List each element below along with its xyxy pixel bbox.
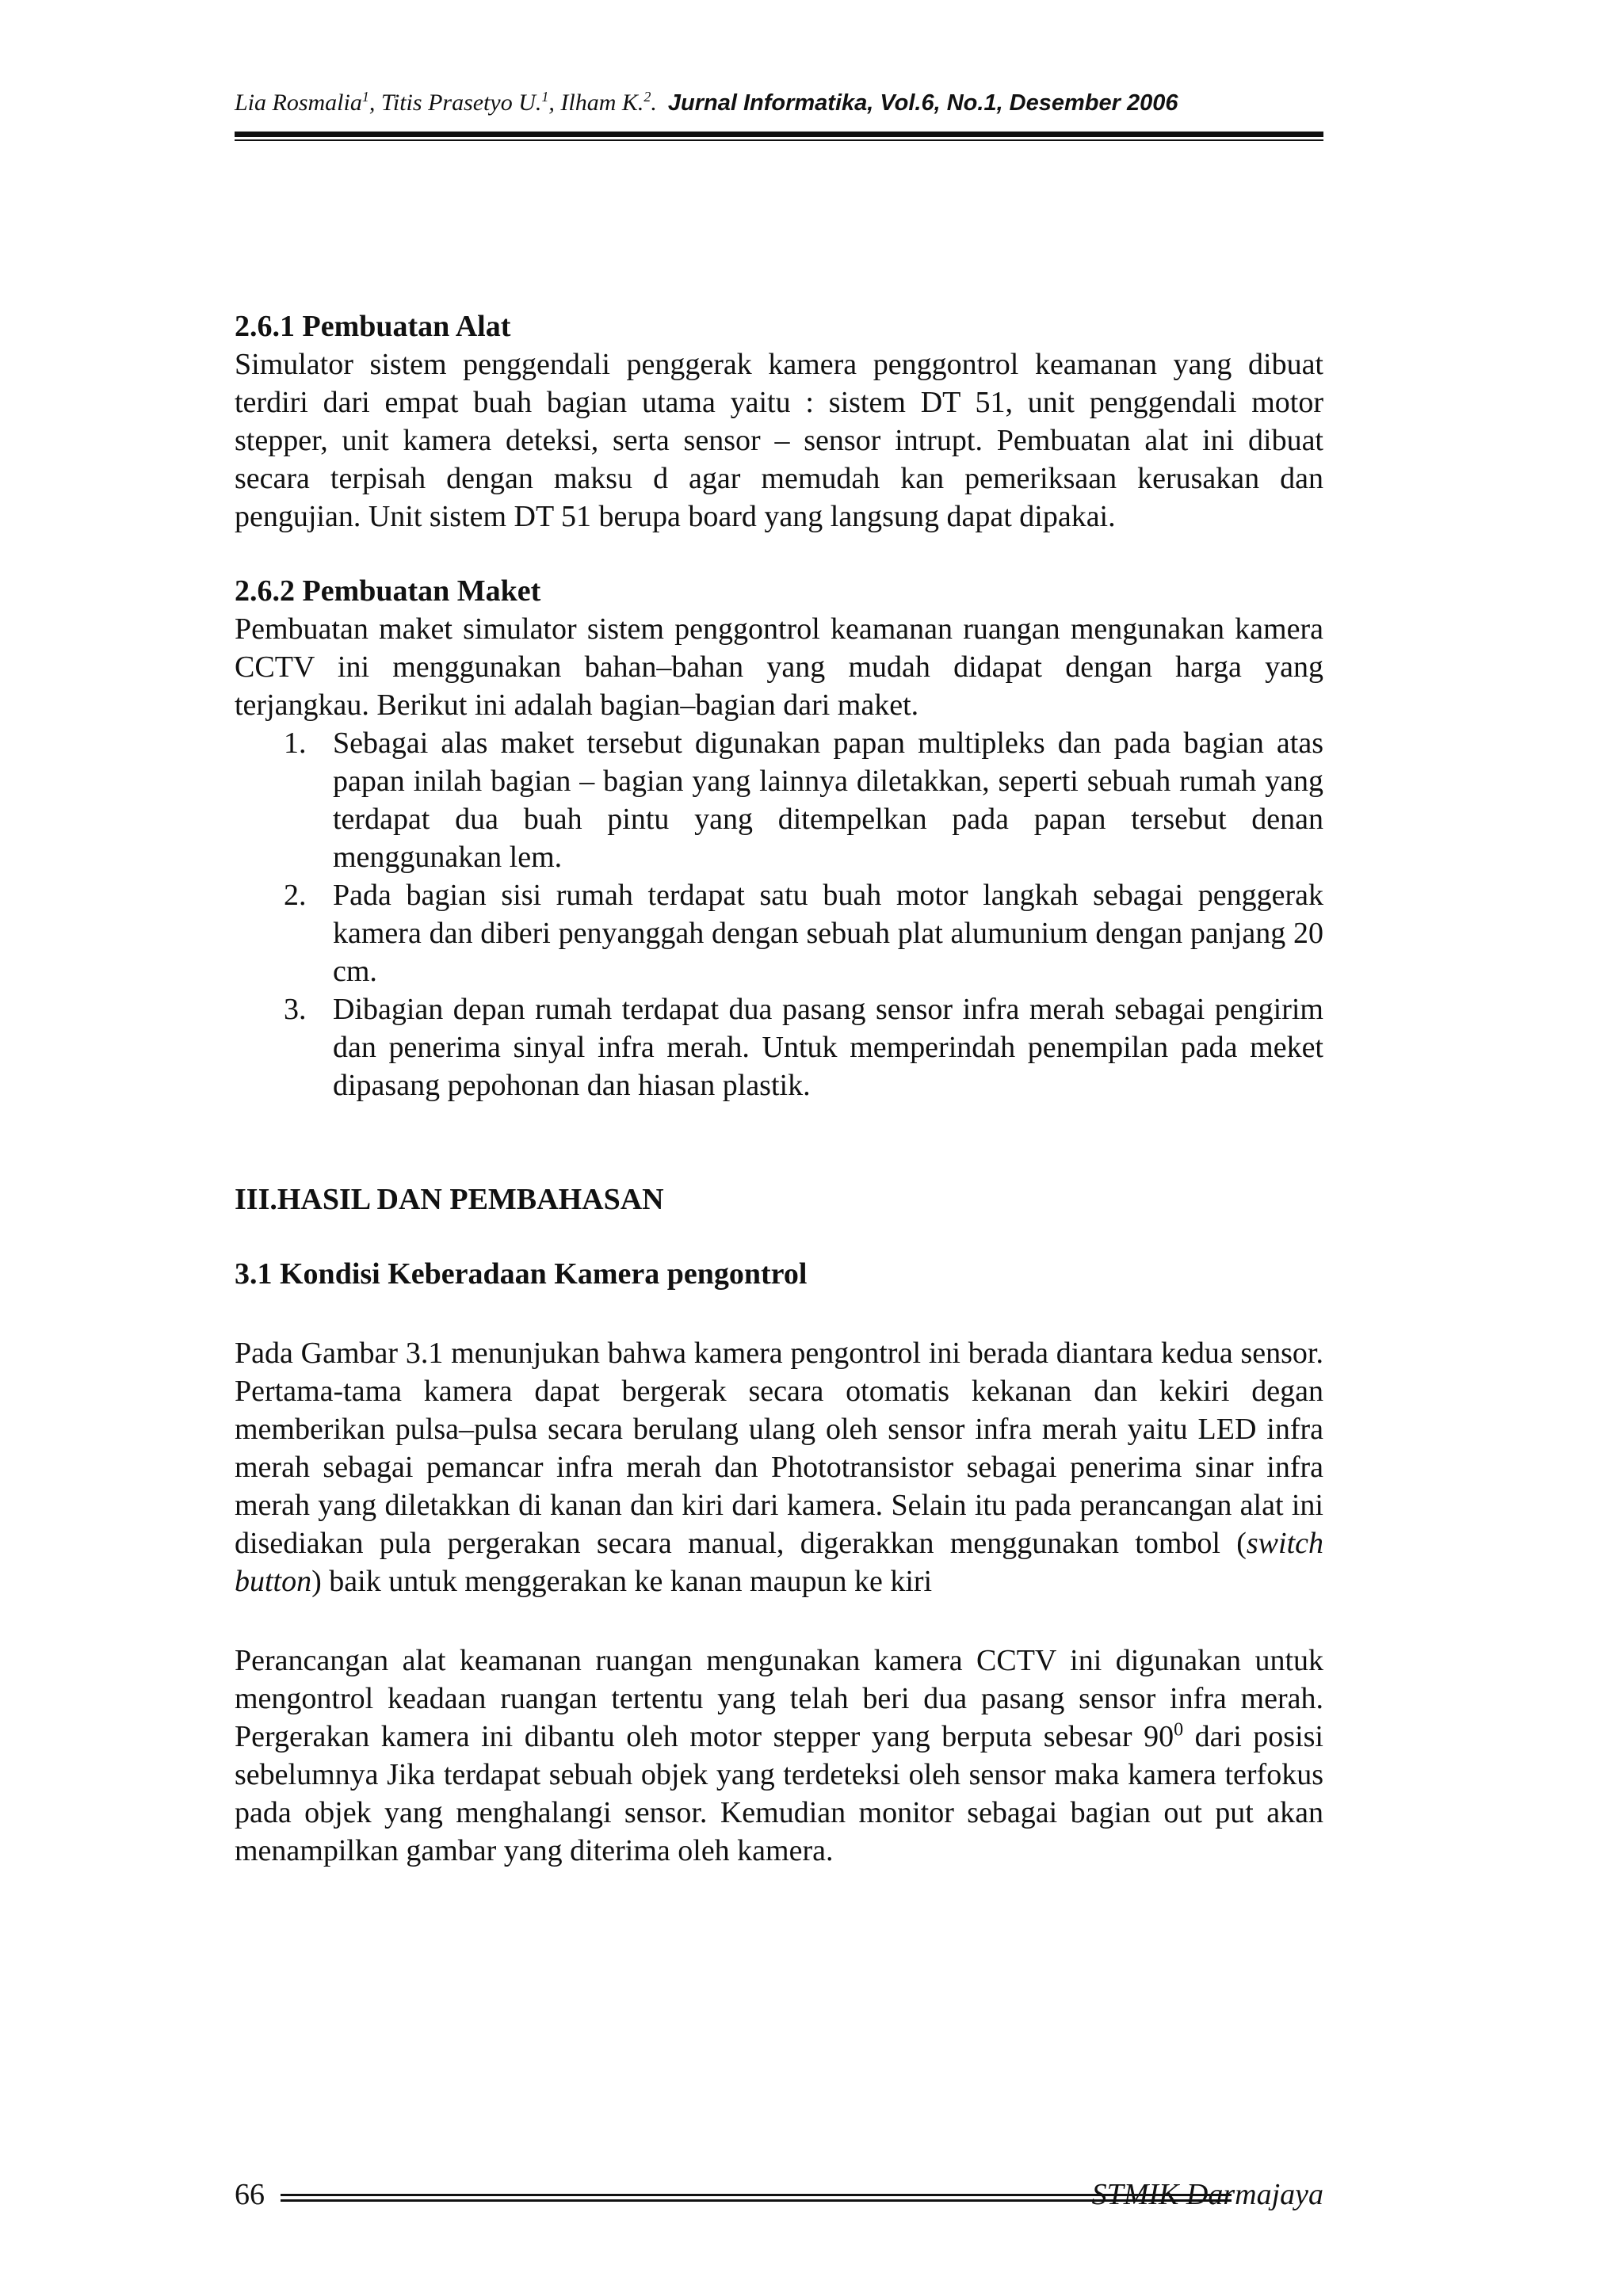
paragraph-2-6-2: Pembuatan maket simulator sistem penggontrol keamanan ruangan mengunakan kamera CCTV ini menggunakan bahan–bahan yang mudah didapat dengan harga yang terjangkau. Berikut ini adalah bagian–bagian dari maket. <box>235 612 1323 722</box>
list-item: 1. Sebagai alas maket tersebut digunakan papan multipleks dan pada bagian atas papan inilah bagian – bagian yang lainnya diletakkan, seperti sebuah rumah yang terdapat dua buah pintu yang ditempelkan pada papan tersebut denan menggunakan lem. <box>284 727 1323 874</box>
page-number: 66 <box>235 2178 265 2211</box>
list-item: 3. Dibagian depan rumah terdapat dua pasang sensor infra merah sebagai pengirim dan penerima sinyal infra merah. Untuk memperindah penempilan pada meket dipasang pepohonan dan hiasan plastik. <box>284 993 1323 1102</box>
list-item: 2. Pada bagian sisi rumah terdapat satu buah motor langkah sebagai penggerak kamera dan diberi penyanggah dengan sebuah plat alumunium dengan panjang 20 cm. <box>284 879 1323 988</box>
section-title-3: III.HASIL DAN PEMBAHASAN <box>235 1183 664 1216</box>
paragraph-3-1-a: Pada Gambar 3.1 menunjukan bahwa kamera pengontrol ini berada diantara kedua sensor. Pertama-tama kamera dapat bergerak secara otomatis kekanan dan kekiri degan memberikan pulsa–pulsa secara berulang ulang oleh sensor infra merah yaitu LED infra merah sebagai pemancar infra merah dan Phototransistor sebagai penerima sinar infra merah yang diletakkan di kanan dan kiri dari kamera. Selain itu pada perancangan alat ini disediakan pula pergerakan secara manual, digerakkan menggunakan tombol (switch button) baik untuk menggerakan ke kanan maupun ke kiri <box>235 1337 1323 1598</box>
maket-list <box>235 724 1323 1104</box>
footer-rule <box>281 2194 1232 2202</box>
heading-2-6-1: 2.6.1 Pembuatan Alat <box>235 310 511 343</box>
heading-3-1: 3.1 Kondisi Keberadaan Kamera pengontrol <box>235 1257 808 1291</box>
heading-2-6-2: 2.6.2 Pembuatan Maket <box>235 574 541 608</box>
header-authors: Lia Rosmalia$^1$, Titis Prasetyo U.$^1$, Ilham K.$^2$. <box>235 89 657 116</box>
paragraph-3-1-b: Perancangan alat keamanan ruangan mengunakan kamera CCTV ini digunakan untuk mengontrol keadaan ruangan tertentu yang telah beri dua pasang sensor infra merah. Pergerakan kamera ini dibantu oleh motor stepper yang berputa sebesar $90^0$ dari posisi sebelumnya Jika terdapat sebuah objek yang terdeteksi oleh sensor maka kamera terfokus pada objek yang menghalangi sensor. Kemudian monitor sebagai bagian out put akan menampilkan gambar yang diterima oleh kamera. <box>235 1644 1323 1867</box>
body-content <box>235 307 1323 1870</box>
running-header <box>235 89 1323 136</box>
paragraph-2-6-1: Simulator sistem penggendali penggerak kamera penggontrol keamanan yang dibuat terdiri dari empat buah bagian utama yaitu : sistem DT 51, unit penggendali motor stepper, unit kamera deteksi, serta sensor – sensor intrupt. Pembuatan alat ini dibuat secara terpisah dengan maksu d agar memudah kan pemeriksaan kerusakan dan pengujian. Unit sistem DT 51 berupa board yang langsung dapat dipakai. <box>235 348 1323 533</box>
header-journal: Jurnal Informatika, Vol.6, No.1, Desember 2006 <box>667 90 1178 116</box>
page-footer <box>235 2177 1323 2222</box>
footer-institution: STMIK Darmajaya <box>1091 2178 1323 2211</box>
header-rule <box>235 132 1323 143</box>
